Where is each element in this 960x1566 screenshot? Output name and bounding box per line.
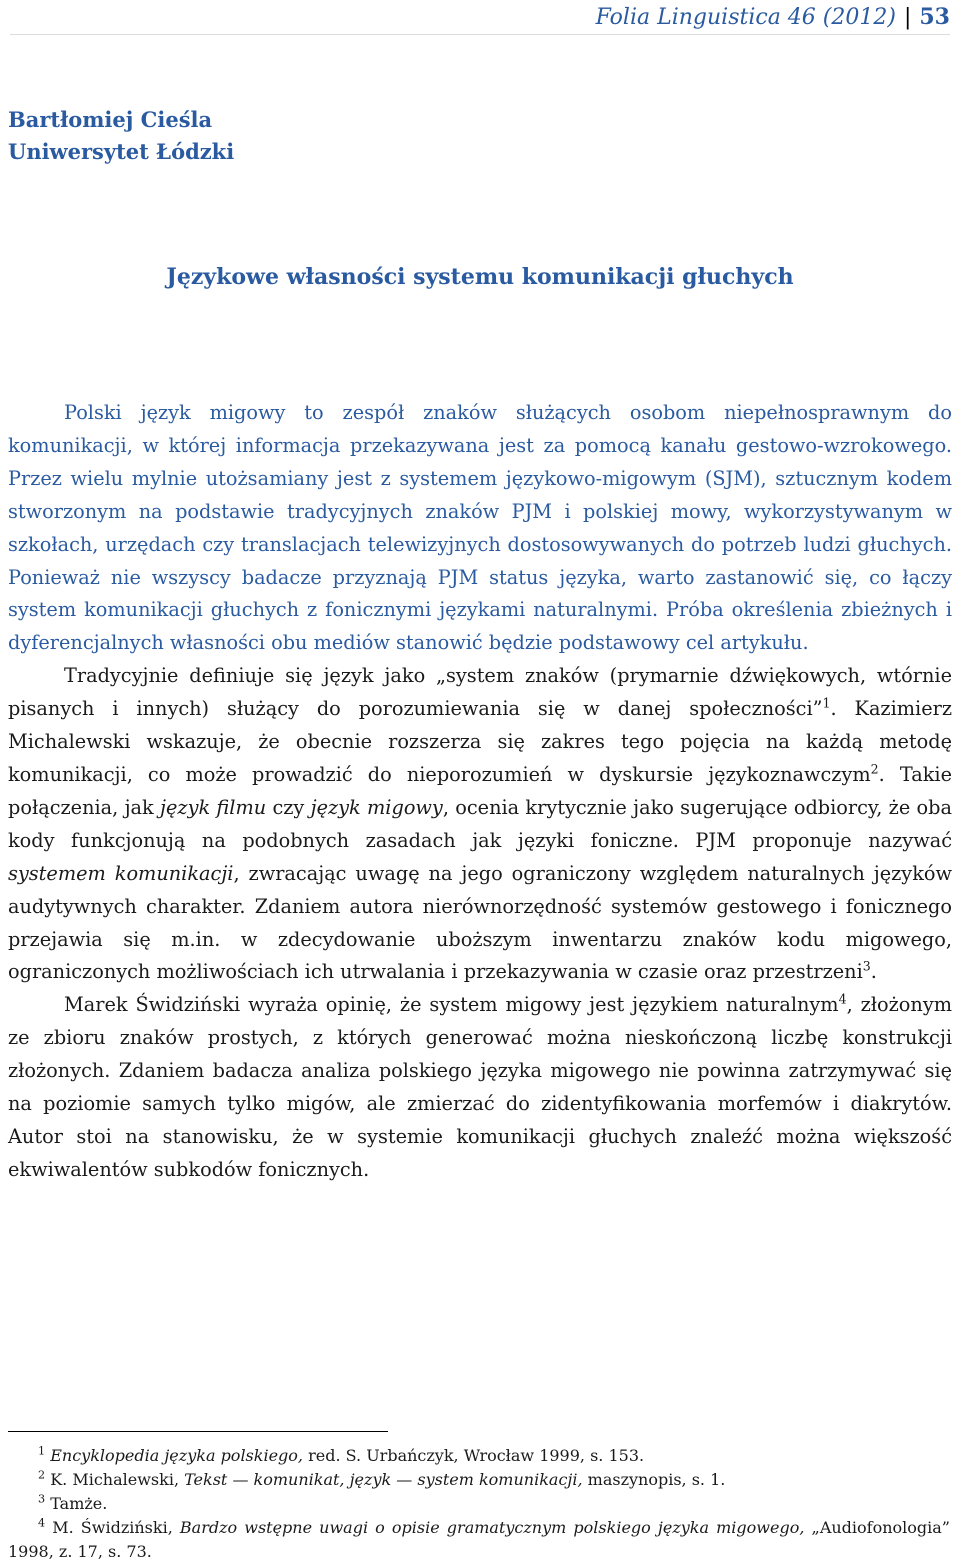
footnote-number: 3 — [38, 1492, 46, 1506]
footnote-number: 1 — [38, 1444, 46, 1458]
footnote-1 — [8, 1444, 950, 1468]
footnote-text: M. Świdziński, — [52, 1518, 180, 1537]
text-run: Marek Świdziński wyraża opinię, że system migowy jest językiem naturalnym — [64, 993, 839, 1017]
italic-term: język migowy — [310, 795, 443, 819]
footnote-italic: Bardzo wstępne uwagi o opisie gramatycznym polskiego języka migowego, — [179, 1518, 805, 1537]
body-paragraph-2 — [8, 989, 952, 1186]
abstract-paragraph: Polski język migowy to zespół znaków służących osobom niepełnosprawnym do komunikacji, w której informacja przekazywana jest za pomocą kanału gestowo-wzrokowego. Przez wielu mylnie utożsamiany jest z systemem językowo-migowym (SJM), sztucznym kodem stworzonym na podstawie tradycyjnych znaków PJM i polskiej mowy, wykorzystywanym w szkołach, urzędach czy translacjach telewizyjnych dostosowywanych do potrzeb ludzi głuchych. Ponieważ nie wszyscy badacze przyznają PJM status języka, warto zastanowić się, co łączy system komunikacji głuchych z fonicznymi językami naturalnymi. Próba określenia zbieżnych i dyferencjalnych własności obu mediów stanowić będzie podstawowy cel artykułu. — [8, 401, 952, 655]
header-separator: | — [903, 4, 912, 30]
text-run: czy — [266, 795, 311, 819]
footnote-number: 2 — [38, 1468, 46, 1482]
footnote-rule — [8, 1431, 388, 1432]
body-paragraph-1 — [8, 660, 952, 989]
footnote-text: maszynopis, s. 1. — [582, 1470, 726, 1489]
text-run: . — [870, 960, 877, 984]
footnote-2 — [8, 1468, 950, 1492]
page-number: 53 — [919, 4, 950, 30]
footnote-4 — [8, 1516, 950, 1564]
italic-term: język filmu — [160, 795, 267, 819]
footnote-text: „Audiofonologia” 1998, z. 17, s. 73. — [8, 1518, 950, 1561]
footnote-ref-1: 1 — [822, 695, 831, 711]
text-run: . Kazimierz Michalewski wskazuje, że obecnie rozszerza się zakres tego pojęcia na każdą metodę komunikacji, co może prowadzić do nieporozumień w dyskursie językoznawczym — [8, 697, 952, 786]
footnote-text: K. Michalewski, — [50, 1470, 185, 1489]
article-body — [8, 397, 952, 1187]
text-run: Tradycyjnie definiuje się język jako „system znaków (prymarnie dźwiękowych, wtórnie pisanych i innych) służący do porozumiewania się w danej społeczności” — [8, 664, 952, 721]
footnotes — [8, 1444, 950, 1564]
footnote-3 — [8, 1492, 950, 1516]
footnote-number: 4 — [38, 1516, 46, 1530]
text-run: . Takie połączenia, jak — [8, 762, 952, 819]
italic-term: systemem komunikacji — [8, 861, 234, 885]
journal-name: Folia Linguistica 46 (2012) — [595, 4, 896, 30]
footnote-ref-4: 4 — [838, 991, 847, 1007]
author-block — [8, 104, 234, 168]
footnote-italic: Encyklopedia języka polskiego, — [50, 1446, 304, 1465]
footnote-ref-2: 2 — [870, 761, 879, 777]
header-rule — [10, 34, 950, 35]
text-run: , zwracając uwagę na jego ograniczony względem naturalnych języków audytywnych charakter. Zdaniem autora nierównorzędność systemów gestowego i fonicznego przejawia się m.in. w zdecydowanie uboższym inwentarzu znaków kodu migowego, ograniczonych możliwościach ich utrwalania i przekazywania w czasie oraz przestrzeni — [8, 861, 952, 984]
text-run: , ocenia krytycznie jako sugerujące odbiorcy, że oba kody funkcjonują na podobnych zasadach jak języki foniczne. PJM proponuje nazywać — [8, 795, 952, 852]
footnote-ref-3: 3 — [862, 958, 871, 974]
running-header — [596, 0, 950, 34]
article-title: Językowe własności systemu komunikacji głuchych — [166, 264, 794, 290]
footnote-italic: Tekst — komunikat, język — system komunikacji, — [184, 1470, 583, 1489]
text-run: , złożonym ze zbioru znaków prostych, z których generować można nieskończoną liczbę konstrukcji złożonych. Zdaniem badacza analiza polskiego języka migowego nie powinna zatrzymywać się na poziomie samych tylko migów, ale zmierzać do zidentyfikowania morfemów i diakrytów. Autor stoi na stanowisku, że w systemie komunikacji głuchych znaleźć można większość ekwiwalentów subkodów fonicznych. — [8, 993, 953, 1181]
footnote-text: red. S. Urbańczyk, Wrocław 1999, s. 153. — [303, 1446, 645, 1465]
footnote-text: Tamże. — [50, 1494, 108, 1513]
author-name: Bartłomiej Cieśla — [8, 107, 213, 132]
author-affiliation: Uniwersytet Łódzki — [8, 139, 235, 164]
